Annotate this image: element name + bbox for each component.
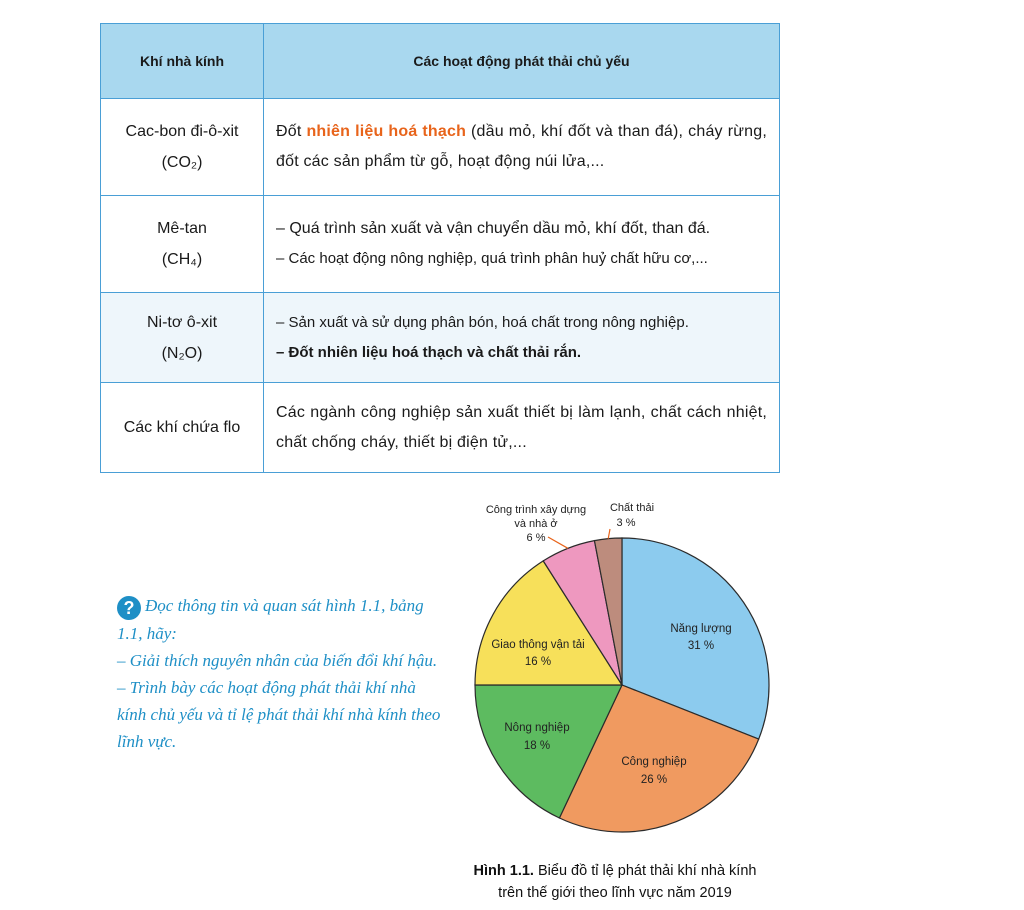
- activity-line: – Sản xuất và sử dụng phân bón, hoá chất trong nông nghiệp.: [276, 313, 689, 331]
- table-row: [101, 99, 780, 196]
- leader-line-waste: [608, 529, 610, 539]
- slice-value-transport: 16 %: [524, 656, 552, 668]
- question-item-1: – Giải thích nguyên nhân của biến đổi khí hậu.: [117, 651, 438, 670]
- gas-cell: [101, 99, 264, 196]
- slice-value-industry: 26 %: [640, 774, 668, 786]
- slice-label-waste: Chất thải: [609, 502, 655, 514]
- slice-label-construction: Công trình xây dựng: [485, 504, 587, 516]
- slice-label-agriculture: Nông nghiệp: [504, 722, 570, 734]
- question-intro-text: Đọc thông tin và quan sát hình 1.1, bảng 1.1, hãy:: [117, 596, 424, 643]
- fossil-fuel-highlight: nhiên liệu hoá thạch: [306, 123, 467, 140]
- gas-name: Các khí chứa flo: [123, 419, 241, 436]
- gas-formula: (CO₂): [161, 154, 203, 171]
- gas-name: Ni-tơ ô-xit: [146, 313, 218, 331]
- slice-label-transport: Giao thông vận tải: [491, 639, 585, 651]
- slice-value-construction: 6 %: [526, 532, 546, 544]
- slice-value-energy: 31 %: [687, 640, 715, 652]
- table-row: [101, 293, 780, 383]
- slice-label-industry: Công nghiệp: [621, 756, 687, 768]
- slice-label-construction-line2: và nhà ở: [514, 518, 558, 530]
- figure-caption: [440, 860, 790, 904]
- activity-cell: [264, 99, 780, 196]
- table-row: [101, 196, 780, 293]
- activity-cell: Các ngành công nghiệp sản xuất thiết bị làm lạnh, chất cách nhiệt, chất chống cháy, thiết bị điện tử,...: [264, 383, 780, 473]
- leader-line-construction: [548, 537, 568, 548]
- emissions-pie-chart: [460, 495, 790, 840]
- gas-formula: (N₂O): [161, 344, 203, 362]
- question-intro: [117, 592, 447, 647]
- question-box: [117, 592, 447, 755]
- activity-line: – Đốt nhiên liệu hoá thạch và chất thải rắn.: [276, 343, 582, 361]
- table-row: [101, 383, 780, 473]
- caption-line-1: [440, 860, 790, 882]
- slice-label-energy: Năng lượng: [670, 623, 732, 635]
- gas-cell: [101, 293, 264, 383]
- activity-line: – Quá trình sản xuất và vận chuyển dầu mỏ, khí đốt, than đá.: [276, 220, 711, 237]
- activity-line: – Các hoạt động nông nghiệp, quá trình phân huỷ chất hữu cơ,...: [276, 250, 708, 267]
- header-emission-activities: Các hoạt động phát thải chủ yếu: [264, 24, 780, 99]
- slice-value-waste: 3 %: [616, 517, 636, 529]
- question-item-2: – Trình bày các hoạt động phát thải khí nhà kính chủ yếu và tỉ lệ phát thải khí nhà kính theo lĩnh vực.: [117, 678, 441, 751]
- table-header-row: [101, 24, 780, 99]
- caption-line-2: trên thế giới theo lĩnh vực năm 2019: [498, 885, 732, 901]
- gas-name: Cac-bon đi-ô-xit: [125, 123, 239, 140]
- caption-figure-number: Hình 1.1.: [473, 863, 534, 879]
- header-greenhouse-gas: Khí nhà kính: [101, 24, 264, 99]
- gas-cell: [101, 196, 264, 293]
- activity-text: Đốt: [276, 123, 307, 140]
- gas-formula: (CH₄): [161, 251, 203, 268]
- activity-cell: [264, 293, 780, 383]
- slice-value-agriculture: 18 %: [523, 740, 551, 752]
- activity-text: (dầu mỏ, khí đốt và than đá), cháy rừng, đốt các sản phẩm từ gỗ, hoạt động núi lửa,...: [276, 123, 767, 170]
- emissions-table: [100, 23, 780, 473]
- gas-name: Mê-tan: [157, 220, 207, 237]
- caption-text: Biểu đồ tỉ lệ phát thải khí nhà kính: [533, 863, 757, 879]
- gas-cell: [101, 383, 264, 473]
- pie-slices: [475, 538, 769, 832]
- activity-cell: [264, 196, 780, 293]
- question-icon: ?: [117, 596, 141, 620]
